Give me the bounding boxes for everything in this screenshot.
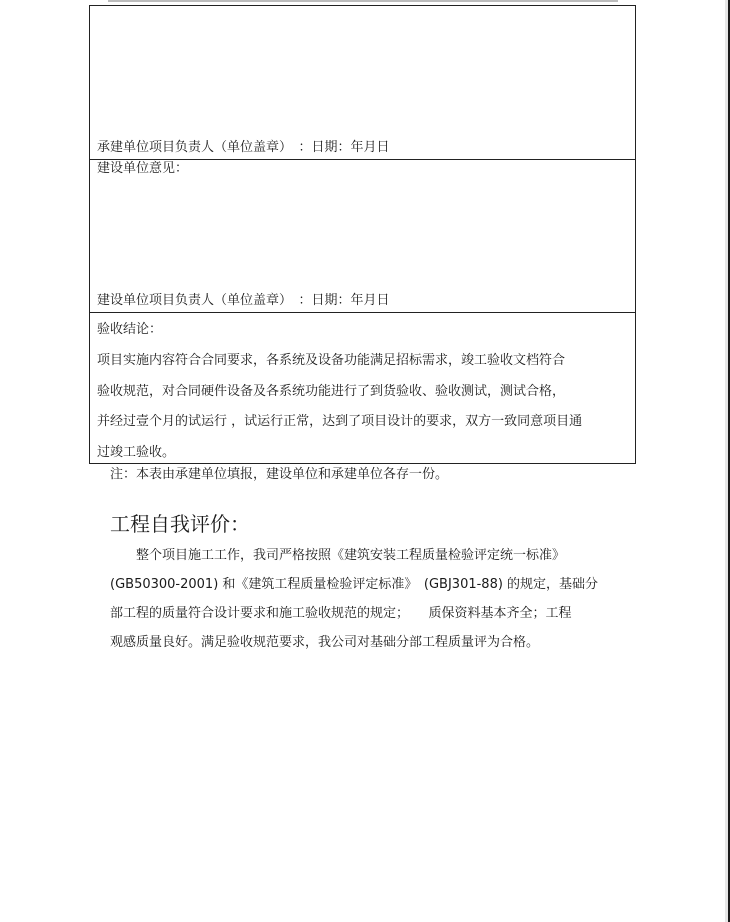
self-evaluation-line: (GB50300-2001) 和《建筑工程质量检验评定标准》 (GBJ301-88) 的规定，基础分 [110,577,599,592]
conclusion-line: 过竣工验收。 [97,445,176,460]
contractor-signature-line: 承建单位项目负责人（单位盖章） ：日期：年月日 [97,140,390,155]
owner-opinion-cell [90,159,635,312]
conclusion-line: 验收规范，对合同硬件设备及各系统功能进行了到货验收、验收测试，测试合格， [97,384,566,399]
self-evaluation-line: 整个项目施工工作，我司严格按照《建筑安装工程质量检验评定统一标准》 [136,548,566,563]
conclusion-line: 并经过壹个月的试运行 ，试运行正常，达到了项目设计的要求，双方一致同意项目通 [97,414,583,429]
conclusion-label: 验收结论： [97,322,163,337]
acceptance-form-table [89,5,636,464]
contractor-cell [90,6,635,159]
self-evaluation-title: 工程自我评价： [110,512,250,536]
self-evaluation-line: 部工程的质量符合设计要求和施工验收规范的规定； 质保资料基本齐全；工程 [110,606,572,621]
owner-signature-line: 建设单位项目负责人（单位盖章） ：日期：年月日 [97,293,390,308]
self-evaluation-line: 观感质量良好。满足验收规范要求，我公司对基础分部工程质量评为合格。 [110,635,540,650]
form-note: 注：本表由承建单位填报，建设单位和承建单位各存一份。 [110,467,449,482]
conclusion-cell [90,312,635,464]
top-rule [108,0,618,2]
conclusion-line: 项目实施内容符合合同要求，各系统及设备功能满足招标需求，竣工验收文档符合 [97,353,566,368]
owner-opinion-label: 建设单位意见： [97,161,189,176]
